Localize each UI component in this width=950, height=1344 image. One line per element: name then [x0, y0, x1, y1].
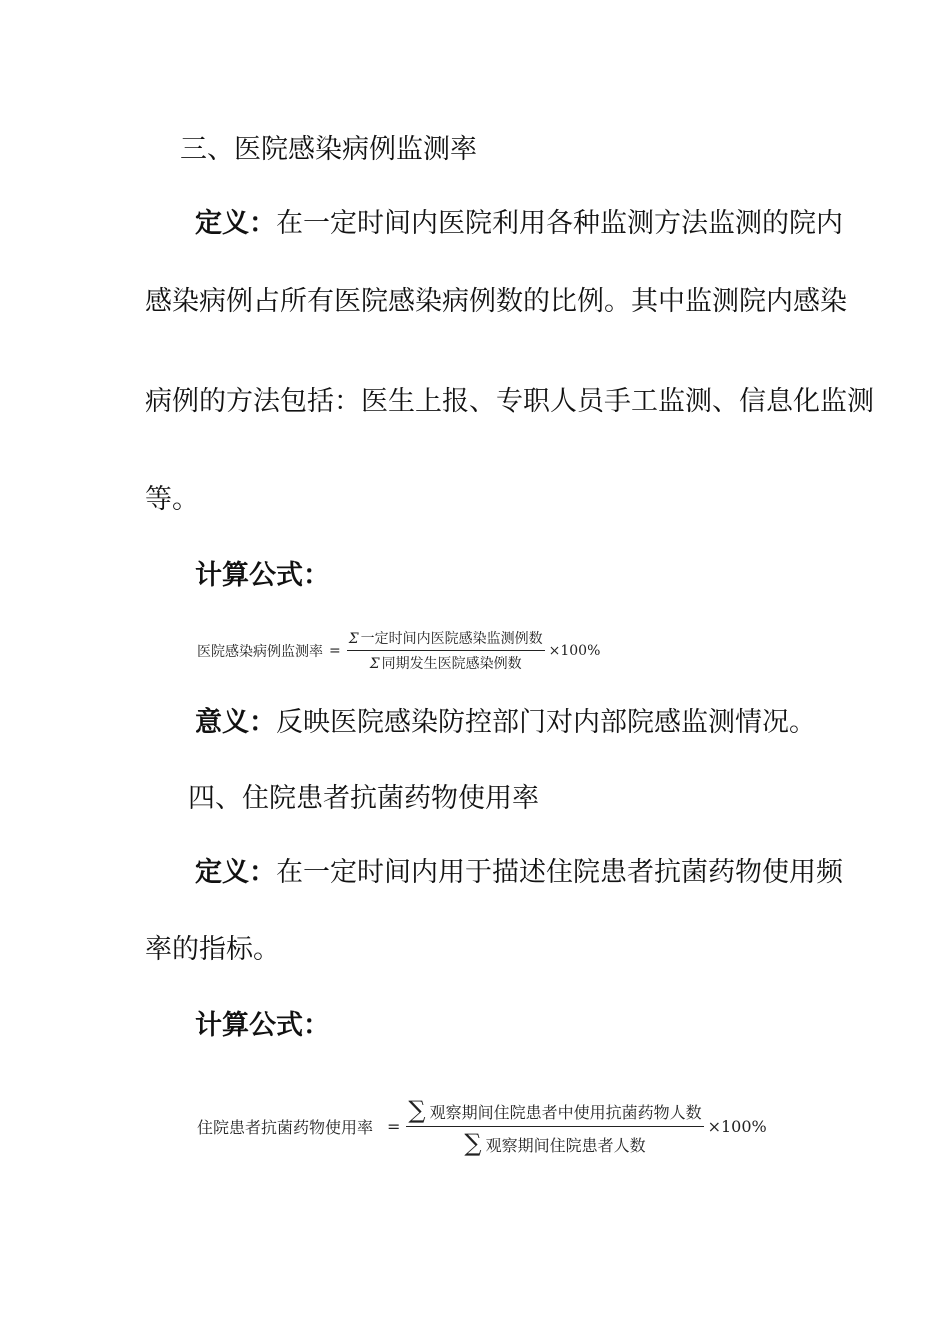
definition-text: 在一定时间内用于描述住院患者抗菌药物使用频: [276, 857, 843, 888]
formula-lhs: 医院感染病例监测率: [197, 643, 323, 660]
formula-denominator: ∑ 观察期间住院患者人数: [464, 1129, 646, 1157]
section3-meaning: [195, 705, 860, 741]
section4-definition-line1: [195, 855, 860, 891]
section4-heading: 四、住院患者抗菌药物使用率: [188, 783, 539, 814]
fraction-bar: [347, 650, 545, 651]
sigma-symbol: ∑: [464, 1129, 482, 1157]
fraction-bar: [406, 1126, 703, 1127]
formula-multiplier: ×100%: [707, 1117, 767, 1136]
section3-definition-line1: [195, 206, 860, 242]
formula-numerator: Σ 一定时间内医院感染监测例数: [348, 631, 543, 647]
formula-multiplier: ×100%: [548, 642, 601, 659]
section3-formula: [197, 628, 600, 673]
formula-denominator: Σ 同期发生医院感染例数: [369, 656, 522, 672]
definition-label: 定义：: [195, 857, 276, 888]
formula-equals: =: [387, 1117, 401, 1136]
section3-definition-line4: 等。: [145, 484, 199, 515]
sigma-symbol: Σ: [348, 631, 359, 647]
formula-numerator: ∑ 观察期间住院患者中使用抗菌药物人数: [408, 1096, 702, 1124]
section3-heading: 三、医院感染病例监测率: [180, 134, 477, 165]
definition-label: 定义：: [195, 208, 276, 239]
definition-text: 在一定时间内医院利用各种监测方法监测的院内: [276, 208, 843, 239]
section4-calc-label: 计算公式：: [195, 1010, 330, 1041]
section3-definition-line3: 病例的方法包括：医生上报、专职人员手工监测、信息化监测: [145, 386, 874, 417]
sigma-symbol: ∑: [408, 1096, 426, 1124]
sigma-symbol: Σ: [369, 656, 380, 672]
meaning-text: 反映医院感染防控部门对内部院感监测情况。: [276, 707, 816, 738]
formula-equals: =: [329, 642, 341, 659]
section3-calc-label: 计算公式：: [195, 560, 330, 591]
formula-fraction: [347, 628, 545, 673]
formula-lhs: 住院患者抗菌药物使用率: [197, 1118, 374, 1137]
formula-fraction: [406, 1096, 703, 1157]
section4-formula: [197, 1096, 767, 1157]
section4-definition-line2: 率的指标。: [145, 934, 280, 965]
meaning-label: 意义：: [195, 707, 276, 738]
section3-definition-line2: 感染病例占所有医院感染病例数的比例。其中监测院内感染: [145, 286, 847, 317]
